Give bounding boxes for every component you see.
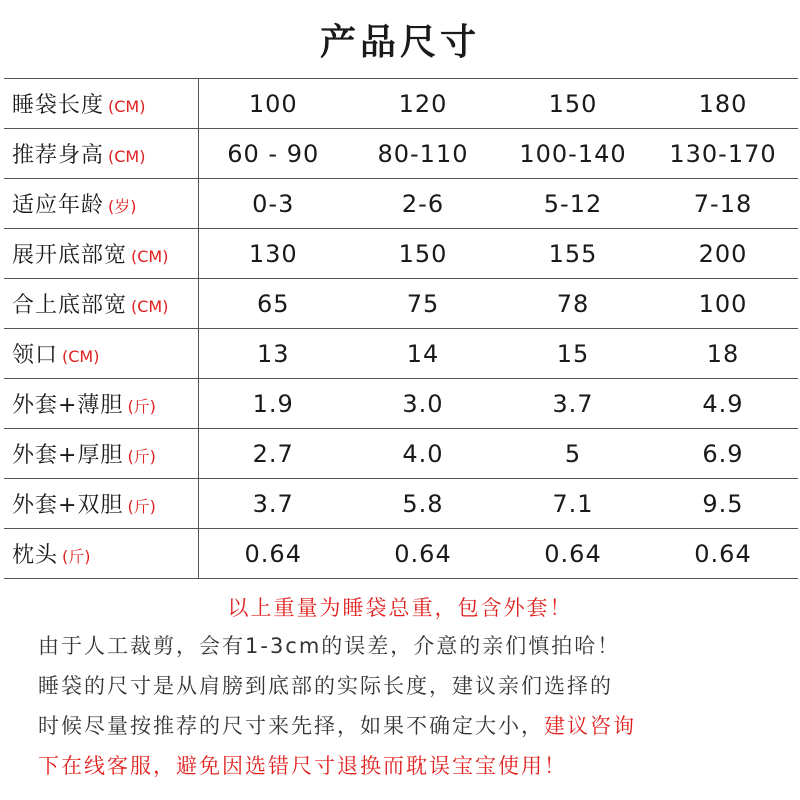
table-cell: 3.0 xyxy=(348,379,498,429)
table-cell: 6.9 xyxy=(648,429,798,479)
row-label-text: 外套+厚胆 xyxy=(12,443,124,468)
table-cell: 15 xyxy=(498,329,648,379)
row-unit: (CM) xyxy=(131,247,169,266)
row-label xyxy=(4,379,198,429)
row-label-text: 领口 xyxy=(12,343,59,368)
table-cell: 180 xyxy=(648,79,798,129)
row-label xyxy=(4,79,198,129)
table-cell: 9.5 xyxy=(648,479,798,529)
row-unit: (CM) xyxy=(108,147,146,166)
table-row xyxy=(4,479,798,529)
table-cell: 14 xyxy=(348,329,498,379)
row-unit: (CM) xyxy=(62,347,100,366)
table-row xyxy=(4,79,798,129)
table-cell: 155 xyxy=(498,229,648,279)
table-cell: 2.7 xyxy=(198,429,348,479)
table-row xyxy=(4,129,798,179)
size-table xyxy=(4,78,798,579)
table-cell: 80-110 xyxy=(348,129,498,179)
table-row xyxy=(4,329,798,379)
table-cell: 5.8 xyxy=(348,479,498,529)
table-cell: 7-18 xyxy=(648,179,798,229)
table-cell: 100 xyxy=(198,79,348,129)
table-cell: 0.64 xyxy=(498,529,648,579)
table-cell: 18 xyxy=(648,329,798,379)
table-cell: 130 xyxy=(198,229,348,279)
row-unit: (斤) xyxy=(62,547,91,566)
row-label-text: 枕头 xyxy=(12,543,59,568)
disclaimer-paragraph xyxy=(38,626,768,786)
table-cell: 120 xyxy=(348,79,498,129)
table-cell: 3.7 xyxy=(498,379,648,429)
row-label-text: 合上底部宽 xyxy=(12,293,128,318)
row-label-text: 外套+双胆 xyxy=(12,493,124,518)
disclaimer-line-3 xyxy=(38,706,768,746)
row-unit: (斤) xyxy=(127,497,156,516)
row-label-text: 推荐身高 xyxy=(12,143,105,168)
table-cell: 5-12 xyxy=(498,179,648,229)
row-label-text: 展开底部宽 xyxy=(12,243,128,268)
table-row xyxy=(4,379,798,429)
table-cell: 5 xyxy=(498,429,648,479)
table-cell: 130-170 xyxy=(648,129,798,179)
table-cell: 2-6 xyxy=(348,179,498,229)
table-cell: 75 xyxy=(348,279,498,329)
table-cell: 200 xyxy=(648,229,798,279)
table-cell: 4.9 xyxy=(648,379,798,429)
table-cell: 78 xyxy=(498,279,648,329)
table-cell: 0.64 xyxy=(348,529,498,579)
row-unit: (CM) xyxy=(108,97,146,116)
row-label xyxy=(4,179,198,229)
table-cell: 150 xyxy=(348,229,498,279)
size-table-body xyxy=(4,79,798,579)
row-label xyxy=(4,329,198,379)
table-cell: 7.1 xyxy=(498,479,648,529)
table-cell: 0.64 xyxy=(648,529,798,579)
disclaimer-line-3-text: 时候尽量按推荐的尺寸来先择，如果不确定大小， xyxy=(38,714,544,738)
row-label xyxy=(4,129,198,179)
table-cell: 150 xyxy=(498,79,648,129)
disclaimer-line-1: 由于人工裁剪，会有1-3cm的误差，介意的亲们慎拍哈！ xyxy=(38,634,621,658)
disclaimer-line-4: 下在线客服，避免因选错尺寸退换而耽误宝宝使用！ xyxy=(38,754,567,778)
table-cell: 0.64 xyxy=(198,529,348,579)
table-cell: 3.7 xyxy=(198,479,348,529)
table-row xyxy=(4,229,798,279)
table-cell: 100-140 xyxy=(498,129,648,179)
table-row xyxy=(4,179,798,229)
row-unit: (CM) xyxy=(131,297,169,316)
table-cell: 65 xyxy=(198,279,348,329)
row-unit: (斤) xyxy=(127,397,156,416)
row-unit: (斤) xyxy=(127,447,156,466)
row-label-text: 适应年龄 xyxy=(12,193,105,218)
table-cell: 100 xyxy=(648,279,798,329)
table-cell: 4.0 xyxy=(348,429,498,479)
row-label-text: 睡袋长度 xyxy=(12,93,105,118)
table-cell: 60 - 90 xyxy=(198,129,348,179)
table-cell: 0-3 xyxy=(198,179,348,229)
table-row xyxy=(4,429,798,479)
disclaimer-line-3-highlight: 建议咨询 xyxy=(544,714,636,738)
disclaimer-line-2: 睡袋的尺寸是从肩膀到底部的实际长度，建议亲们选择的 xyxy=(38,674,613,698)
table-cell: 13 xyxy=(198,329,348,379)
row-label xyxy=(4,229,198,279)
weight-note: 以上重量为睡袋总重，包含外套！ xyxy=(227,596,573,620)
row-label-text: 外套+薄胆 xyxy=(12,393,124,418)
row-label xyxy=(4,429,198,479)
table-cell: 1.9 xyxy=(198,379,348,429)
row-label xyxy=(4,529,198,579)
row-unit: (岁) xyxy=(108,197,137,216)
table-row xyxy=(4,529,798,579)
page-title: 产品尺寸 xyxy=(319,22,480,63)
row-label xyxy=(4,479,198,529)
table-row xyxy=(4,279,798,329)
row-label xyxy=(4,279,198,329)
